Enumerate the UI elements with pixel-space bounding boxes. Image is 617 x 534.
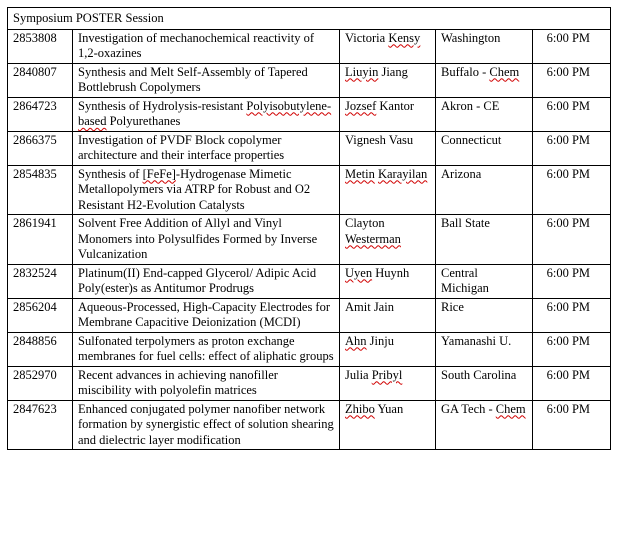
poster-title-cell [73, 332, 340, 366]
poster-title-text: Sulfonated terpolymers as proton exchange membranes for fuel cells: effect of aliphatic groups [78, 333, 334, 363]
presenter-cell [340, 29, 436, 63]
affiliation-text: Connecticut [441, 132, 502, 147]
presenter-text: Clayton [345, 216, 388, 230]
presenter-cell [340, 97, 436, 131]
time-cell: 6:00 PM [533, 264, 611, 298]
table-row [8, 165, 611, 215]
poster-title-cell [73, 97, 340, 131]
presenter-text: Kantor [376, 98, 415, 113]
affiliation-text: Ball State [441, 216, 490, 230]
presenter-cell [340, 264, 436, 298]
poster-title-flagged-word: [FeFe] [142, 166, 176, 181]
affiliation-text: Arizona [441, 166, 482, 181]
abstract-id-cell: 2848856 [8, 332, 73, 366]
poster-title-cell [73, 29, 340, 63]
presenter-text: Jinju [366, 333, 394, 348]
presenter-cell [340, 131, 436, 165]
poster-title-text: Aqueous-Processed, High-Capacity Electrodes for Membrane Capacitive Deionization (MCDI) [78, 299, 334, 329]
affiliation-text: GA Tech - [441, 401, 496, 416]
poster-title-text: Solvent Free Addition of Allyl and Vinyl Monomers into Polysulfides Formed by Inverse Vulcanization [78, 216, 321, 261]
poster-title-cell [73, 298, 340, 332]
poster-title-text: Platinum(II) End-capped Glycerol/ Adipic Acid Poly(ester)s as Antitumor Prodrugs [78, 265, 320, 295]
time-cell: 6:00 PM [533, 298, 611, 332]
presenter-cell [340, 165, 436, 215]
affiliation-text: Rice [441, 299, 464, 314]
poster-title-text: Synthesis of Hydrolysis-resistant [78, 98, 247, 113]
abstract-id-cell: 2861941 [8, 215, 73, 265]
affiliation-text: Yamanashi U. [441, 333, 512, 348]
presenter-cell [340, 215, 436, 265]
affiliation-cell [436, 215, 533, 265]
presenter-cell [340, 298, 436, 332]
time-cell: 6:00 PM [533, 332, 611, 366]
abstract-id-cell: 2853808 [8, 29, 73, 63]
table-row [8, 63, 611, 97]
time-cell: 6:00 PM [533, 215, 611, 265]
table-row [8, 215, 611, 265]
table-row [8, 97, 611, 131]
presenter-text: Vignesh Vasu [345, 132, 414, 147]
poster-title-flagged-word: Polyisobutylene-based [78, 98, 332, 128]
session-title: Symposium POSTER Session [8, 8, 611, 30]
presenter-flagged-word: Jozsef [345, 98, 377, 113]
presenter-flagged-word: Metin [345, 166, 375, 181]
table-row [8, 264, 611, 298]
affiliation-cell [436, 131, 533, 165]
poster-title-text: Synthesis and Melt Self-Assembly of Tapered Bottlebrush Copolymers [78, 64, 311, 94]
table-row [8, 131, 611, 165]
affiliation-text: Buffalo - [441, 64, 490, 79]
time-cell: 6:00 PM [533, 400, 611, 450]
abstract-id-cell: 2840807 [8, 63, 73, 97]
poster-title-text: Enhanced conjugated polymer nanofiber network formation by synergistic effect of solution shearing and dielectric layer modification [78, 401, 337, 447]
affiliation-cell [436, 97, 533, 131]
time-cell: 6:00 PM [533, 97, 611, 131]
table-row [8, 332, 611, 366]
abstract-id-cell: 2866375 [8, 131, 73, 165]
abstract-id-cell: 2864723 [8, 97, 73, 131]
time-cell: 6:00 PM [533, 131, 611, 165]
affiliation-text: South Carolina [441, 367, 517, 382]
table-row [8, 400, 611, 450]
table-row [8, 298, 611, 332]
presenter-text: Yuan [374, 401, 404, 416]
presenter-flagged-word: Kensy [388, 30, 421, 45]
affiliation-text: Akron - CE [441, 98, 500, 113]
poster-title-text: -Hydrogenase Mimetic Metallopolymers via ATRP for Robust and O2 Resistant H2-Evolution Catalysts [78, 166, 314, 212]
poster-title-cell [73, 400, 340, 450]
affiliation-flagged-word: Chem [495, 401, 526, 416]
time-cell: 6:00 PM [533, 63, 611, 97]
affiliation-text: Central Michigan [441, 265, 489, 295]
poster-title-cell [73, 165, 340, 215]
table-row [8, 366, 611, 400]
affiliation-cell [436, 332, 533, 366]
poster-title-text: Investigation of PVDF Block copolymer architecture and their interface properties [78, 132, 285, 162]
presenter-cell [340, 63, 436, 97]
abstract-id-cell: 2847623 [8, 400, 73, 450]
session-title-row [8, 8, 611, 30]
presenter-text: Victoria [345, 30, 389, 45]
poster-title-text: Polyurethanes [106, 114, 181, 128]
presenter-cell [340, 400, 436, 450]
affiliation-text: Washington [441, 30, 501, 45]
presenter-flagged-word: Liuyin [345, 64, 379, 79]
poster-title-cell [73, 215, 340, 265]
presenter-flagged-word: Karayilan [377, 166, 428, 181]
affiliation-flagged-word: Chem [489, 64, 520, 79]
presenter-text: Jiang [378, 64, 408, 79]
time-cell: 6:00 PM [533, 366, 611, 400]
presenter-text: Huynh [372, 265, 410, 280]
table-body [8, 8, 611, 450]
presenter-flagged-word: Ahn [345, 333, 367, 348]
poster-session-table [7, 7, 611, 450]
presenter-cell [340, 366, 436, 400]
affiliation-cell [436, 400, 533, 450]
poster-title-cell [73, 366, 340, 400]
poster-title-cell [73, 131, 340, 165]
abstract-id-cell: 2854835 [8, 165, 73, 215]
affiliation-cell [436, 63, 533, 97]
presenter-cell [340, 332, 436, 366]
abstract-id-cell: 2832524 [8, 264, 73, 298]
poster-title-text: Recent advances in achieving nanofiller miscibility with polyolefin matrices [78, 367, 282, 397]
affiliation-cell [436, 165, 533, 215]
time-cell: 6:00 PM [533, 165, 611, 215]
poster-title-text: Investigation of mechanochemical reactivity of 1,2-oxazines [78, 30, 318, 60]
presenter-flagged-word: Zhibo [345, 401, 375, 416]
presenter-flagged-word: Uyen [345, 265, 373, 280]
affiliation-cell [436, 366, 533, 400]
affiliation-cell [436, 29, 533, 63]
time-cell: 6:00 PM [533, 29, 611, 63]
presenter-flagged-word: Westerman [345, 231, 401, 246]
poster-title-text: Synthesis of [78, 166, 143, 181]
poster-title-cell [73, 264, 340, 298]
affiliation-cell [436, 264, 533, 298]
abstract-id-cell: 2856204 [8, 298, 73, 332]
presenter-text: Julia [345, 367, 372, 382]
presenter-flagged-word: Pribyl [371, 367, 403, 382]
presenter-text: Amit Jain [345, 299, 394, 314]
abstract-id-cell: 2852970 [8, 366, 73, 400]
poster-title-cell [73, 63, 340, 97]
document-page [7, 7, 610, 450]
affiliation-cell [436, 298, 533, 332]
table-row [8, 29, 611, 63]
